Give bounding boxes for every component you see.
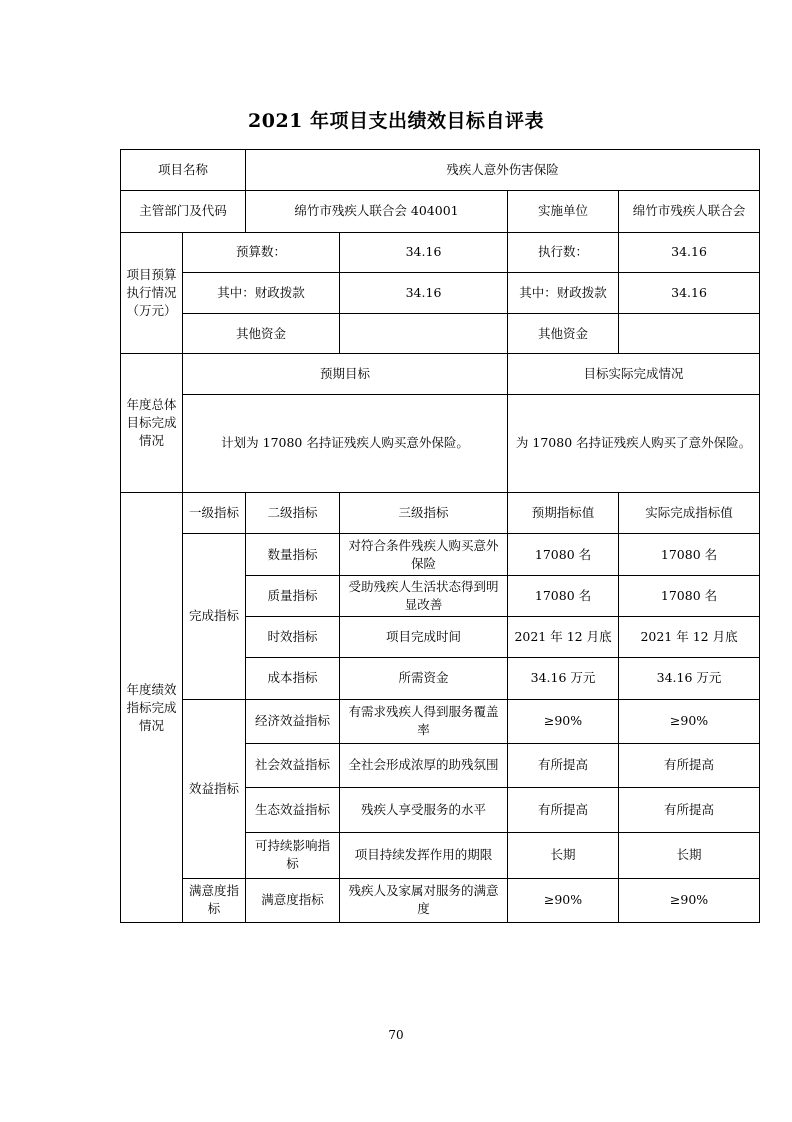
col-level1-header: 一级指标	[183, 493, 246, 534]
actual-goal-header: 目标实际完成情况	[508, 354, 760, 394]
level2-cell: 成本指标	[246, 658, 340, 699]
dept-label: 主管部门及代码	[121, 191, 246, 232]
other-funds-exec-label: 其他资金	[508, 314, 619, 354]
expected-goal-text: 计划为 17080 名持证残疾人购买意外保险。	[183, 394, 508, 493]
expected-goal-header: 预期目标	[183, 354, 508, 394]
expected-value-cell: 17080 名	[508, 575, 619, 616]
level3-cell: 所需资金	[340, 658, 508, 699]
actual-value-cell: 有所提高	[619, 743, 760, 787]
budget-section-label: 项目预算执行情况（万元）	[121, 232, 183, 354]
level3-cell: 有需求残疾人得到服务覆盖率	[340, 699, 508, 743]
dept-value: 绵竹市残疾人联合会 404001	[246, 191, 508, 232]
unit-value: 绵竹市残疾人联合会	[619, 191, 760, 232]
level1-satisfaction: 满意度指标	[183, 878, 246, 922]
table-row	[121, 493, 760, 534]
expected-value-cell: 17080 名	[508, 534, 619, 575]
level3-cell: 受助残疾人生活状态得到明显改善	[340, 575, 508, 616]
level3-cell: 全社会形成浓厚的助残氛围	[340, 743, 508, 787]
level1-benefit: 效益指标	[183, 699, 246, 878]
actual-value-cell: 17080 名	[619, 534, 760, 575]
fiscal-exec-value: 34.16	[619, 272, 760, 313]
col-expected-header: 预期指标值	[508, 493, 619, 534]
expected-value-cell: ≥90%	[508, 878, 619, 922]
project-name-label: 项目名称	[121, 150, 246, 191]
other-funds-label: 其他资金	[183, 314, 340, 354]
table-row	[121, 272, 760, 313]
level3-cell: 残疾人及家属对服务的满意度	[340, 878, 508, 922]
expected-value-cell: 长期	[508, 833, 619, 878]
budget-value: 34.16	[340, 232, 508, 272]
other-funds-value	[340, 314, 508, 354]
expected-value-cell: 2021 年 12 月底	[508, 616, 619, 657]
col-level2-header: 二级指标	[246, 493, 340, 534]
actual-value-cell: 长期	[619, 833, 760, 878]
exec-value: 34.16	[619, 232, 760, 272]
table-row	[121, 232, 760, 272]
actual-value-cell: 34.16 万元	[619, 658, 760, 699]
fiscal-value: 34.16	[340, 272, 508, 313]
level2-cell: 社会效益指标	[246, 743, 340, 787]
table-row	[121, 314, 760, 354]
page-number: 70	[388, 1028, 404, 1042]
actual-value-cell: 有所提高	[619, 788, 760, 833]
expected-value-cell: ≥90%	[508, 699, 619, 743]
col-actual-header: 实际完成指标值	[619, 493, 760, 534]
annual-goal-section-label: 年度总体目标完成情况	[121, 354, 183, 493]
budget-label: 预算数：	[183, 232, 340, 272]
project-name-value: 残疾人意外伤害保险	[246, 150, 760, 191]
exec-label: 执行数：	[508, 232, 619, 272]
table-row	[121, 699, 760, 743]
actual-goal-text: 为 17080 名持证残疾人购买了意外保险。	[508, 394, 760, 493]
level2-cell: 时效指标	[246, 616, 340, 657]
indicators-section-label: 年度绩效指标完成情况	[121, 493, 183, 923]
level3-cell: 对符合条件残疾人购买意外保险	[340, 534, 508, 575]
level2-cell: 生态效益指标	[246, 788, 340, 833]
level1-completion: 完成指标	[183, 534, 246, 699]
level2-cell: 经济效益指标	[246, 699, 340, 743]
col-level3-header: 三级指标	[340, 493, 508, 534]
level3-cell: 项目完成时间	[340, 616, 508, 657]
table-row	[121, 394, 760, 493]
fiscal-exec-label: 其中：财政拨款	[508, 272, 619, 313]
level2-cell: 质量指标	[246, 575, 340, 616]
unit-label: 实施单位	[508, 191, 619, 232]
level2-cell: 满意度指标	[246, 878, 340, 922]
table-row	[121, 534, 760, 575]
actual-value-cell: 17080 名	[619, 575, 760, 616]
level3-cell: 项目持续发挥作用的期限	[340, 833, 508, 878]
expected-value-cell: 有所提高	[508, 788, 619, 833]
expected-value-cell: 有所提高	[508, 743, 619, 787]
table-row	[121, 150, 760, 191]
actual-value-cell: ≥90%	[619, 699, 760, 743]
table-row	[121, 354, 760, 394]
table-row	[121, 191, 760, 232]
performance-table	[120, 149, 760, 923]
expected-value-cell: 34.16 万元	[508, 658, 619, 699]
other-funds-exec-value	[619, 314, 760, 354]
table-row	[121, 878, 760, 922]
actual-value-cell: ≥90%	[619, 878, 760, 922]
level2-cell: 可持续影响指标	[246, 833, 340, 878]
fiscal-label: 其中：财政拨款	[183, 272, 340, 313]
document-title: 2021 年项目支出绩效目标自评表	[248, 110, 544, 132]
level2-cell: 数量指标	[246, 534, 340, 575]
level3-cell: 残疾人享受服务的水平	[340, 788, 508, 833]
actual-value-cell: 2021 年 12 月底	[619, 616, 760, 657]
